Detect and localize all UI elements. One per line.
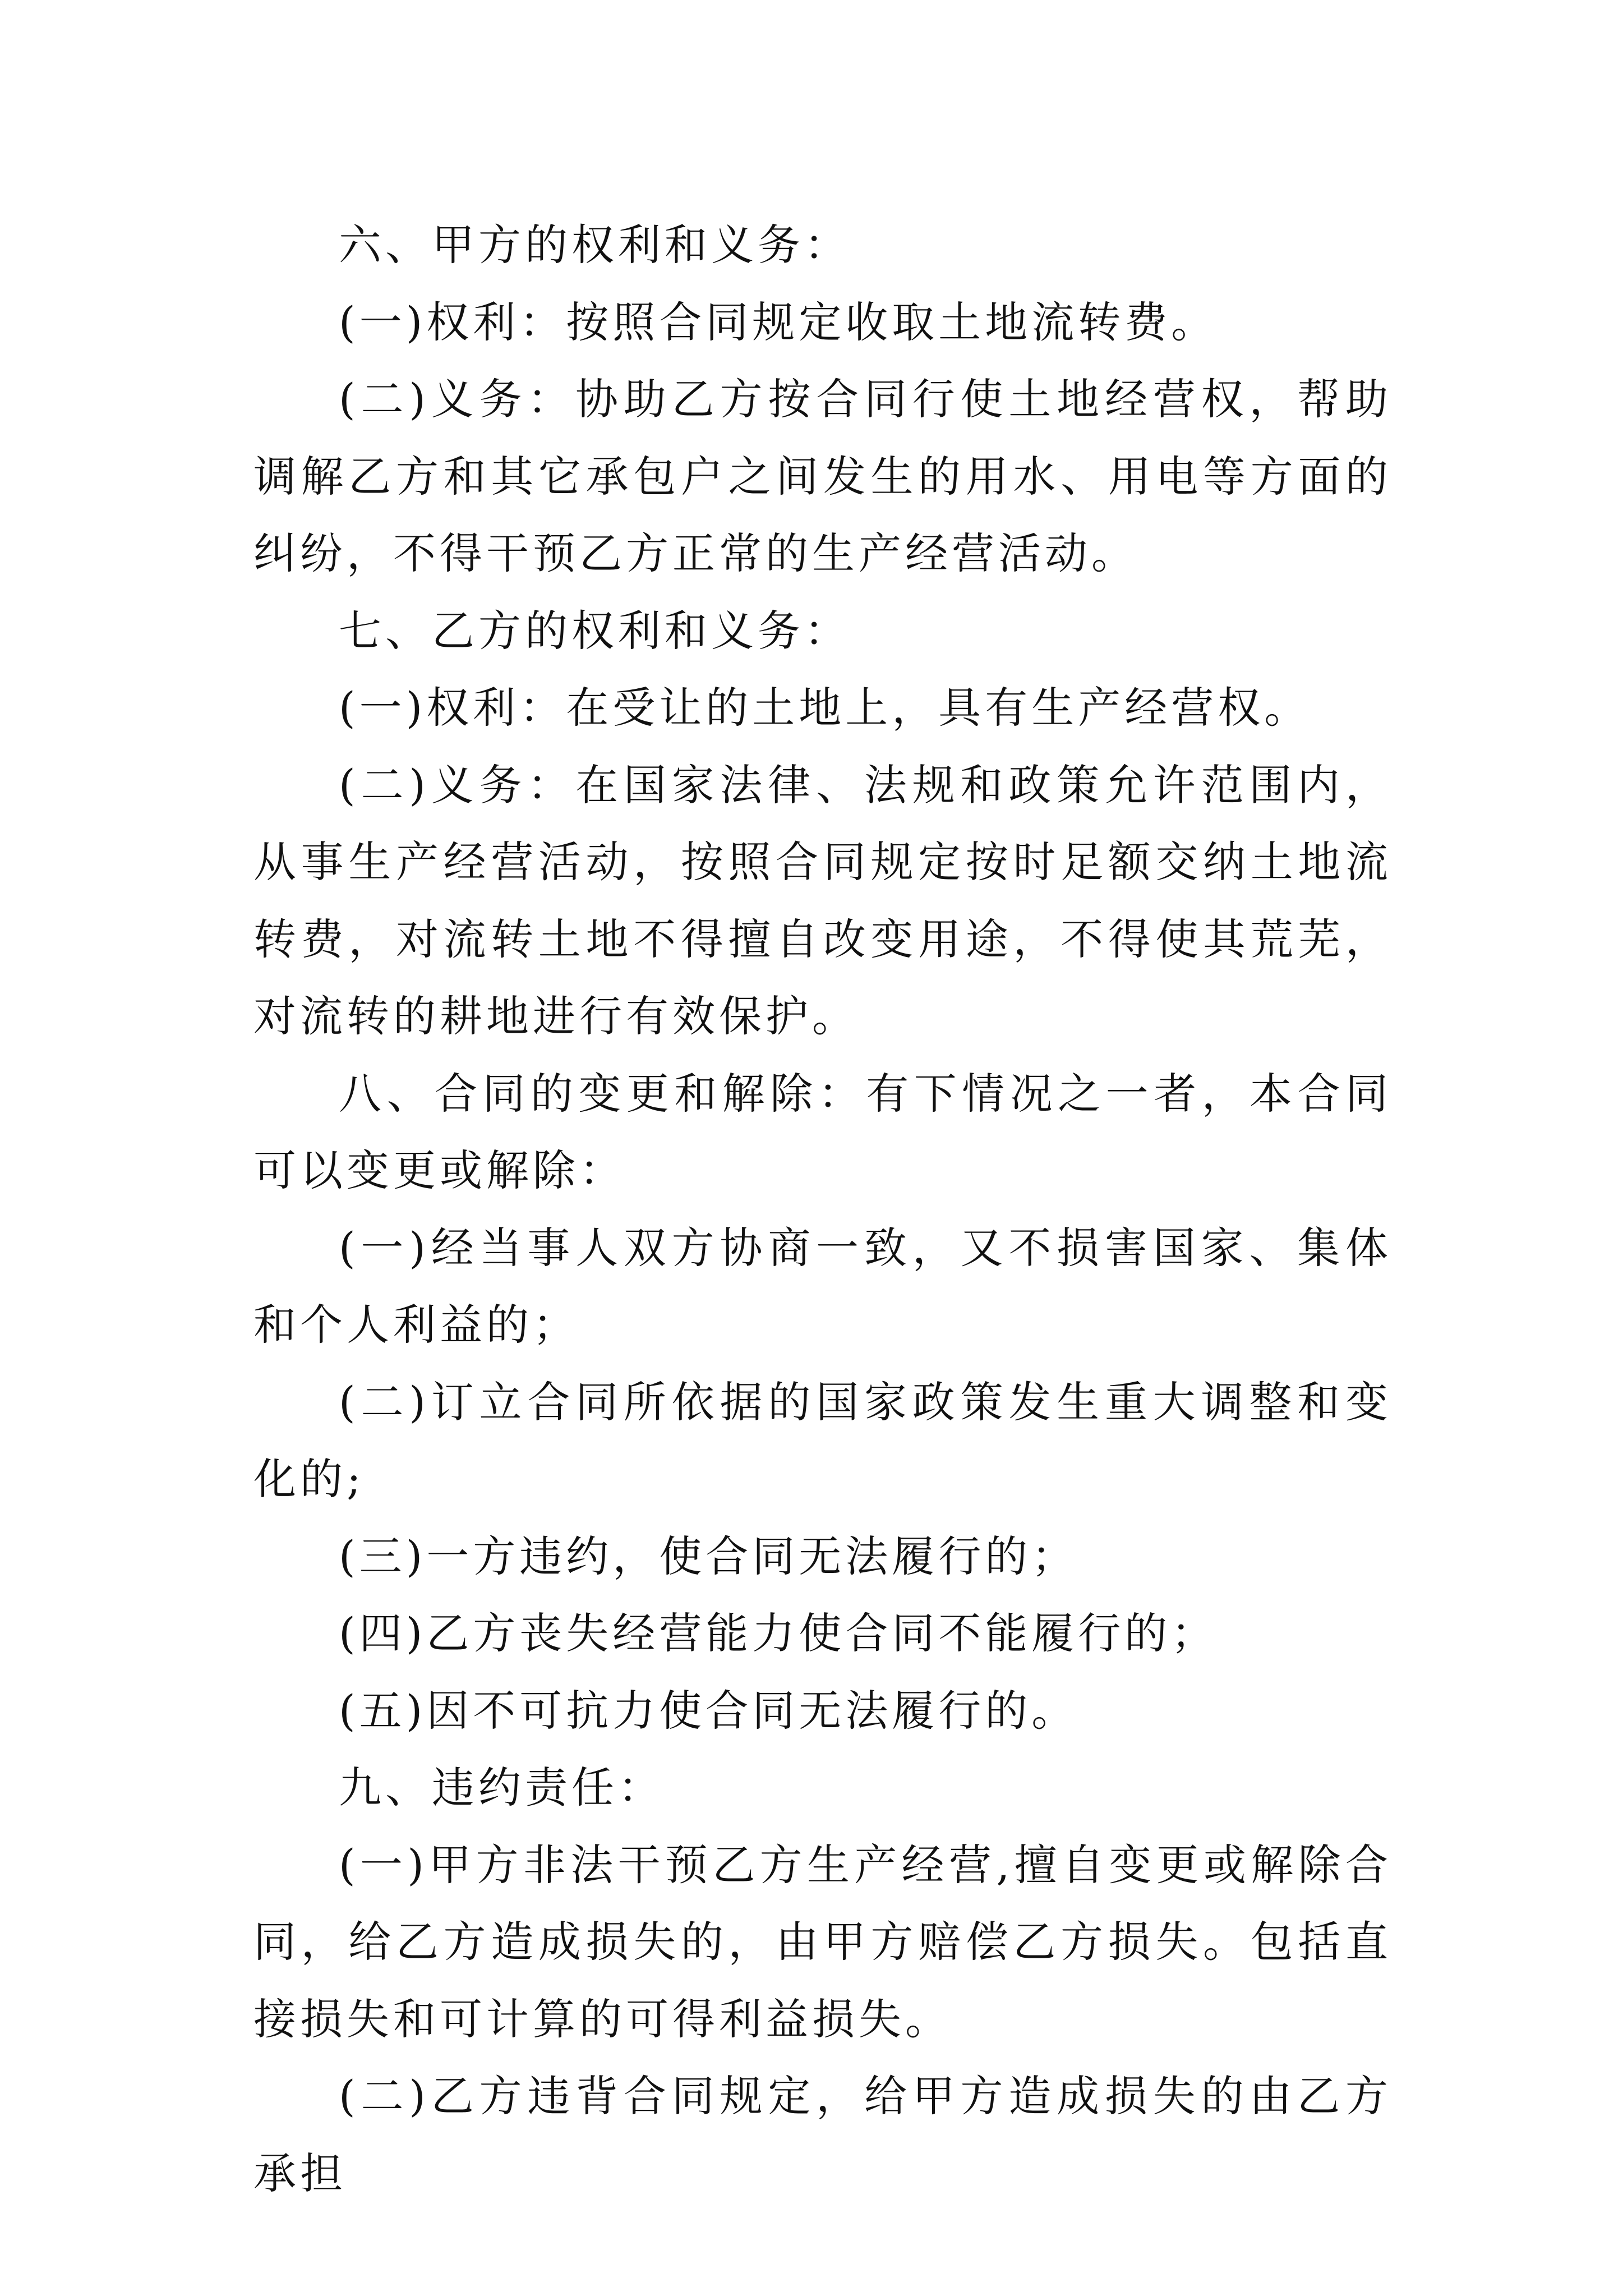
section-eight-item-2: (二)订立合同所依据的国家政策发生重大调整和变化的; [253, 1377, 1392, 1504]
section-nine-heading: 九、违约责任： [339, 1763, 665, 1812]
section-six-heading: 六、甲方的权利和义务： [339, 220, 851, 270]
section-nine-item-2: (二)乙方违背合同规定，给甲方造成损失的由乙方承担 [253, 2071, 1392, 2198]
section-eight-item-5: (五)因不可抗力使合同无法履行的。 [339, 1685, 1078, 1736]
section-seven-item-rights: (一)权利：在受让的土地上，具有生产经营权。 [339, 683, 1311, 733]
section-eight-heading: 八、合同的变更和解除：有下情况之一者，本合同可以变更或解除： [253, 1068, 1392, 1195]
section-nine-item-1: (一)甲方非法干预乙方生产经营,擅自变更或解除合同，给乙方造成损失的，由甲方赔偿乙方损失。包括直接损失和可计算的可得利益损失。 [253, 1839, 1392, 2044]
section-seven-heading: 七、乙方的权利和义务： [339, 605, 851, 656]
section-six-item-obligations: (二)义务：协助乙方按合同行使土地经营权，帮助调解乙方和其它承包户之间发生的用水、用电等方面的纠纷，不得干预乙方正常的生产经营活动。 [253, 374, 1392, 578]
section-seven-item-obligations: (二)义务：在国家法律、法规和政策允许范围内，从事生产经营活动，按照合同规定按时足额交纳土地流转费，对流转土地不得擅自改变用途，不得使其荒芜，对流转的耕地进行有效保护。 [253, 760, 1392, 1041]
document-body [253, 206, 1392, 2212]
section-eight-item-4: (四)乙方丧失经营能力使合同不能履行的； [339, 1608, 1218, 1658]
section-eight-item-3: (三)一方违约，使合同无法履行的； [339, 1531, 1078, 1581]
section-six-item-rights: (一)权利：按照合同规定收取土地流转费。 [339, 297, 1218, 347]
section-eight-item-1: (一)经当事人双方协商一致，又不损害国家、集体和个人利益的； [253, 1222, 1392, 1350]
